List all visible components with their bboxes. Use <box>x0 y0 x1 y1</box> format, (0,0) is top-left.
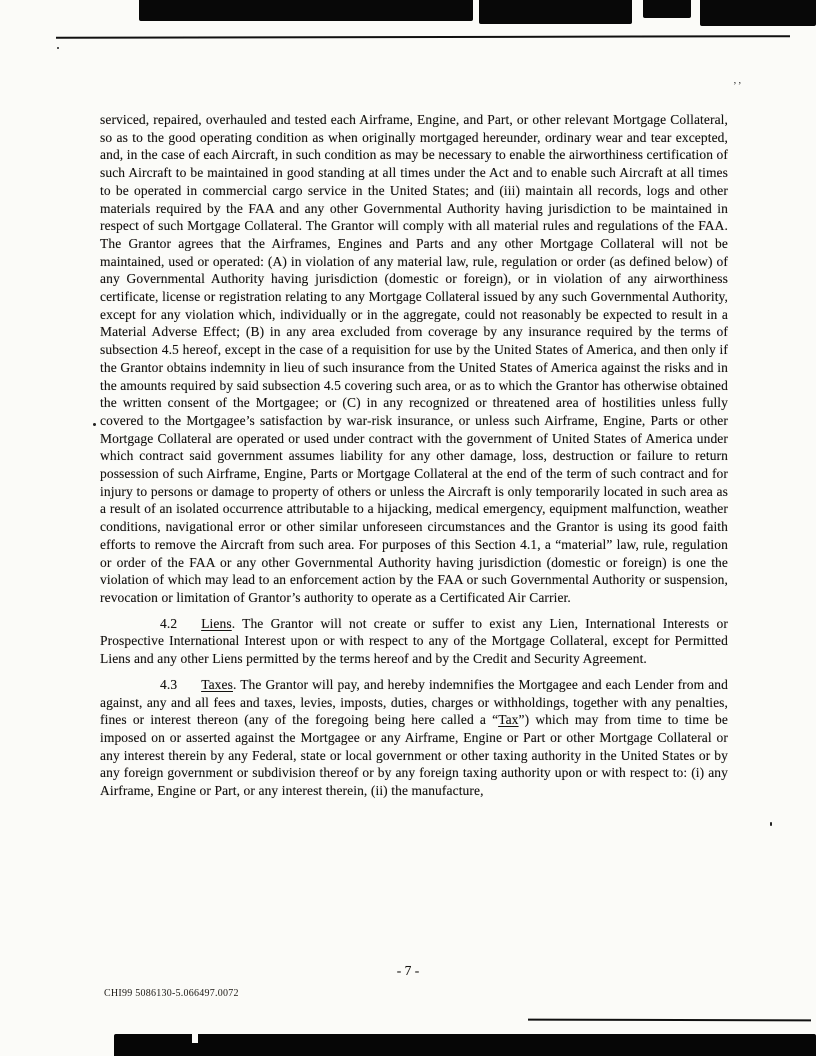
text-run: . The Grantor will not create or suffer to exist any Lien, International Interests or Prospective International Interest upon or with respect to any of the Mortgage Collateral, except for Permitted Liens and any other Liens permitted by the terms hereof and by the Credit and Security Agreement. <box>100 615 728 667</box>
body-paragraph <box>100 111 728 607</box>
scan-artifact-notch <box>192 1034 198 1043</box>
text-run: 4.3 <box>160 676 178 692</box>
underlined-text: Tax <box>498 712 519 728</box>
scan-speck-quote-marks: ’’ <box>733 80 744 92</box>
scan-artifact-horizontal-line <box>56 35 790 39</box>
scan-artifact-top-bar <box>700 0 816 26</box>
section-paragraph-4.3 <box>100 676 728 800</box>
scan-artifact-top-bar <box>643 0 691 18</box>
scan-speck <box>770 822 772 826</box>
underlined-text: Taxes <box>201 676 233 692</box>
document-body <box>100 111 728 808</box>
text-run: 4.2 <box>160 615 178 631</box>
scan-artifact-top-bar <box>479 0 632 24</box>
scan-artifact-horizontal-line <box>528 1019 811 1022</box>
scan-speck <box>57 47 59 49</box>
underlined-text: Liens <box>201 615 232 631</box>
scan-speck <box>93 423 96 426</box>
section-paragraph-4.2 <box>100 615 728 668</box>
document-reference-number: CHI99 5086130-5.066497.0072 <box>104 988 239 999</box>
text-run: . The Grantor will pay, and hereby indemnifies the Mortgagee and each Lender from and against, any and all fees and taxes, levies, imposts, duties, charges or withholdings, together with any penalties, fines or interest thereon (any of the foregoing being here called a “ <box>100 676 728 728</box>
text-run: serviced, repaired, overhauled and tested each Airframe, Engine, and Part, or other relevant Mortgage Collateral, so as to the good operating condition as when originally mortgaged hereunder, ordinary wear and tear excepted, and, in the case of each Aircraft, in such condition as may be necessary to enable the airworthiness certification of such Aircraft to be maintained in good standing at all times under the Act and to enable such Aircraft at all times to be operated in commercial cargo service in the United States; and (iii) maintain all records, logs and other materials required by the FAA and any other Governmental Authority having jurisdiction to be maintained in respect of such Mortgage Collateral. The Grantor will comply with all material rules and regulations of the FAA. The Grantor agrees that the Airframes, Engines and Parts and any other Mortgage Collateral will not be maintained, used or operated: (A) in violation of any material law, rule, regulation or order (as defined below) of any Governmental Authority having jurisdiction (domestic or foreign), or in violation of any airworthiness certificate, license or registration relating to any Mortgage Collateral issued by any such Governmental Authority, except for any violation which, individually or in the aggregate, could not reasonably be expected to result in a Material Adverse Effect; (B) in any area excluded from coverage by any insurance required by the terms of subsection 4.5 hereof, except in the case of a requisition for use by the United States of America, and then only if the Grantor obtains indemnity in lieu of such insurance from the United States of America against the risks and in the amounts required by said subsection 4.5 covering such area, or as to which the Grantor has otherwise obtained the written consent of the Mortgagee; or (C) in any recognized or threatened area of hostilities unless fully covered to the Mortgagee’s satisfaction by war-risk insurance, or unless such Airframe, Engine, Parts or other Mortgage Collateral are operated or used under contract with the government of United States of America under which contract said government assumes liability for any other damage, loss, destruction or failure to return possession of such Airframe, Engine, Parts or Mortgage Collateral at the end of the term of such contract and for injury to persons or damage to property of others or unless the Aircraft is only temporarily located in such area as a result of an isolated occurrence attributable to a hijacking, medical emergency, equipment malfunction, weather conditions, navigational error or other similar unforeseen circumstances and the Grantor is using its good faith efforts to remove the Aircraft from such area. For purposes of this Section 4.1, a “material” law, rule, regulation or order of the FAA or any other Governmental Authority having jurisdiction (domestic or foreign) is one the violation of which may lead to an enforcement action by the FAA or such Governmental Authority or suspension, revocation or limitation of Grantor’s authority to operate as a Certificated Air Carrier. <box>100 112 728 605</box>
page-number: - 7 - <box>396 963 420 978</box>
text-run: ”) which may from time to time be imposed on or asserted against the Mortgagee or any Airframe, Engine or Part or other Mortgage Collateral or any interest therein by any Federal, state or local government or other taxing authority in the United States or by any foreign government or subdivision thereof or by any foreign taxing authority upon or with respect to: (i) any Airframe, Engine or Part, or any interest therein, (ii) the manufacture, <box>100 712 729 799</box>
scan-artifact-top-bar <box>139 0 473 21</box>
scan-artifact-bottom-bar <box>114 1034 816 1056</box>
